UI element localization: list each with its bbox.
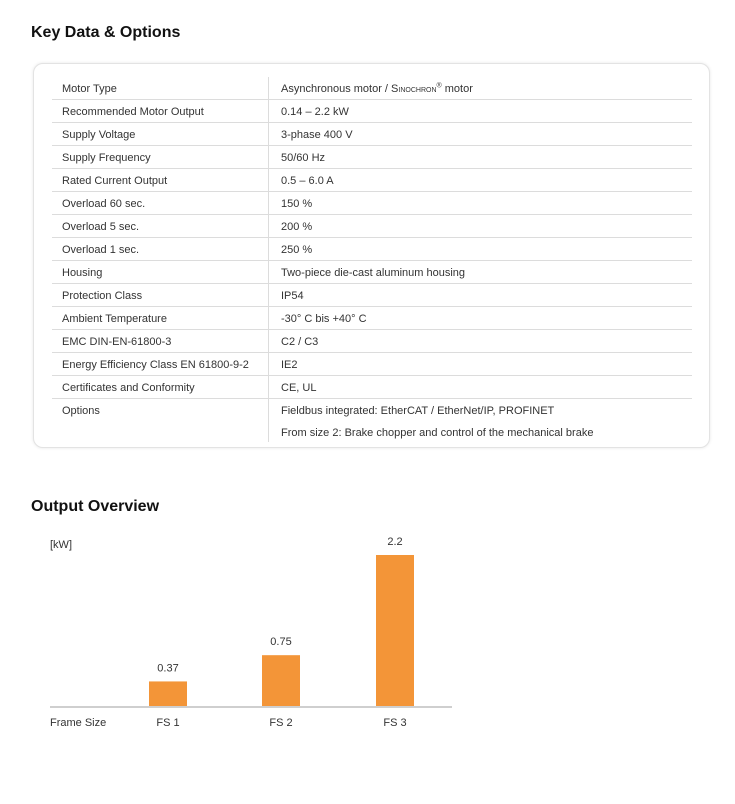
spec-row (52, 238, 692, 261)
tick-label: FS 2 (269, 717, 293, 729)
spec-row (52, 100, 692, 123)
spec-row (52, 261, 692, 284)
spec-value (269, 123, 692, 145)
spec-row (52, 215, 692, 238)
spec-label: Protection Class (52, 284, 269, 306)
spec-value-line: 50/60 Hz (281, 152, 326, 164)
spec-value-line: Fieldbus integrated: EtherCAT / EtherNet/IP, PROFINET (281, 405, 555, 417)
spec-value-line: 0.5 – 6.0 A (281, 175, 334, 187)
bar (149, 681, 187, 707)
spec-value-line: From size 2: Brake chopper and control of the mechanical brake (281, 427, 594, 439)
spec-value-part: motor (441, 83, 473, 95)
bar (376, 555, 414, 707)
output-chart (0, 520, 735, 760)
spec-value (269, 376, 692, 398)
spec-row (52, 353, 692, 376)
spec-value-part: ® (436, 82, 442, 90)
spec-label: EMC DIN-EN-61800-3 (52, 330, 269, 352)
spec-row (52, 192, 692, 215)
spec-value (269, 238, 692, 260)
spec-label: Ambient Temperature (52, 307, 269, 329)
data-label: 0.37 (157, 662, 179, 675)
output-overview-title: Output Overview (31, 498, 160, 515)
spec-value-line: IE2 (281, 359, 298, 371)
data-label: 0.75 (270, 636, 292, 649)
spec-label: Supply Voltage (52, 123, 269, 145)
spec-value (269, 77, 692, 99)
spec-label: Rated Current Output (52, 169, 269, 191)
spec-value-line: 150 % (281, 198, 313, 210)
spec-row (52, 330, 692, 353)
spec-label: Housing (52, 261, 269, 283)
spec-value (269, 399, 692, 442)
spec-value-line: IP54 (281, 290, 304, 302)
spec-label: Options (52, 399, 269, 442)
spec-row (52, 123, 692, 146)
key-data-card (33, 63, 710, 448)
spec-label: Supply Frequency (52, 146, 269, 168)
spec-label: Certificates and Conformity (52, 376, 269, 398)
key-data-title: Key Data & Options (31, 24, 181, 41)
x-axis-label: Frame Size (50, 717, 107, 729)
y-axis-label: [kW] (50, 539, 72, 551)
spec-label: Overload 5 sec. (52, 215, 269, 237)
tick-label: FS 3 (383, 717, 407, 729)
spec-value (269, 284, 692, 306)
spec-row (52, 146, 692, 169)
spec-label: Overload 1 sec. (52, 238, 269, 260)
spec-value (269, 353, 692, 375)
spec-value (269, 169, 692, 191)
spec-row (52, 307, 692, 330)
spec-value-line: 3-phase 400 V (281, 129, 353, 141)
spec-value-line: 200 % (281, 221, 313, 233)
spec-value (269, 192, 692, 214)
spec-value (269, 146, 692, 168)
spec-value-line: CE, UL (281, 382, 317, 394)
spec-value-part: Asynchronous motor / S (281, 83, 399, 95)
spec-value (269, 100, 692, 122)
spec-value-line: Two-piece die-cast aluminum housing (281, 267, 466, 279)
spec-label: Recommended Motor Output (52, 100, 269, 122)
spec-table (52, 77, 692, 442)
spec-row (52, 376, 692, 399)
spec-value (269, 307, 692, 329)
spec-label: Energy Efficiency Class EN 61800-9-2 (52, 353, 269, 375)
bar (262, 655, 300, 707)
spec-row (52, 399, 692, 442)
spec-value-line: 0.14 – 2.2 kW (281, 106, 349, 118)
spec-value (269, 215, 692, 237)
spec-value-part: inochron (398, 84, 437, 95)
spec-value-line: C2 / C3 (281, 336, 319, 348)
spec-row (52, 77, 692, 100)
spec-value-line: -30° C bis +40° C (281, 313, 367, 325)
spec-label: Motor Type (52, 77, 269, 99)
data-label: 2.2 (387, 536, 403, 548)
spec-label: Overload 60 sec. (52, 192, 269, 214)
tick-label: FS 1 (156, 717, 180, 729)
spec-value-line: 250 % (281, 244, 313, 256)
spec-row (52, 284, 692, 307)
spec-row (52, 169, 692, 192)
spec-value (269, 330, 692, 352)
spec-value (269, 261, 692, 283)
